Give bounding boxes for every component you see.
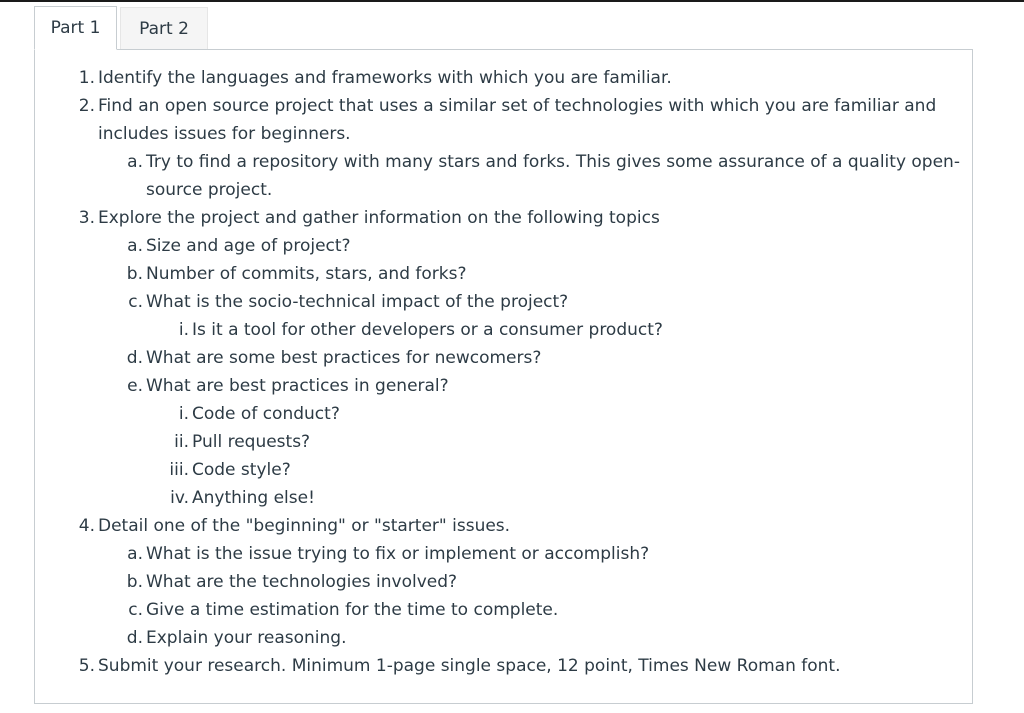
list-letter: d.	[126, 348, 143, 368]
list-text: includes issues for beginners.	[98, 124, 351, 144]
list-text: Code of conduct?	[192, 404, 340, 424]
list-letter: e.	[127, 376, 143, 396]
list-text: Submit your research. Minimum 1-page single space, 12 point, Times New Roman font.	[98, 656, 841, 676]
list-item	[35, 344, 935, 372]
list-text: Number of commits, stars, and forks?	[146, 264, 467, 284]
list-roman: i.	[178, 320, 189, 340]
list-text: Give a time estimation for the time to complete.	[146, 600, 559, 620]
list-item-continuation	[35, 176, 935, 204]
list-text: What are the technologies involved?	[146, 572, 458, 592]
list-number: 2.	[78, 96, 95, 116]
list-item	[35, 148, 960, 176]
list-text: What is the issue trying to fix or implement or accomplish?	[146, 544, 650, 564]
list-letter: a.	[127, 152, 143, 172]
list-text: What are best practices in general?	[146, 376, 449, 396]
list-text: Identify the languages and frameworks with which you are familiar.	[98, 68, 672, 88]
list-text: Code style?	[192, 460, 291, 480]
top-divider	[0, 0, 1024, 2]
list-item	[35, 92, 935, 120]
list-letter: c.	[128, 600, 143, 620]
list-item	[35, 540, 935, 568]
list-text: What are some best practices for newcomers?	[146, 348, 542, 368]
list-roman: i.	[178, 404, 189, 424]
list-item-continuation	[35, 120, 935, 148]
list-item	[35, 232, 935, 260]
list-letter: a.	[127, 236, 143, 256]
list-letter: d.	[126, 628, 143, 648]
list-number: 5.	[78, 656, 95, 676]
list-text: Find an open source project that uses a similar set of technologies with which you are familiar and	[98, 96, 937, 116]
list-number: 4.	[78, 516, 95, 536]
list-item	[35, 652, 935, 680]
list-letter: c.	[128, 292, 143, 312]
instructions-list	[35, 64, 960, 680]
tab-bar	[34, 6, 208, 50]
list-roman: iv.	[170, 488, 189, 508]
list-item	[35, 316, 935, 344]
list-text: Pull requests?	[192, 432, 311, 452]
list-text: Explore the project and gather information on the following topics	[98, 208, 660, 228]
list-roman: iii.	[169, 460, 189, 480]
list-text: Detail one of the "beginning" or "starter" issues.	[98, 516, 511, 536]
list-item	[35, 428, 935, 456]
list-text: Explain your reasoning.	[146, 628, 347, 648]
list-item	[35, 288, 935, 316]
list-roman: ii.	[174, 432, 189, 452]
list-item	[35, 512, 935, 540]
list-item	[35, 260, 935, 288]
list-item	[35, 64, 935, 92]
list-letter: a.	[127, 544, 143, 564]
tab-part-1[interactable]: Part 1	[34, 6, 117, 50]
list-item	[35, 456, 935, 484]
list-text: Try to find a repository with many stars and forks. This gives some assurance of a quality open-	[146, 152, 960, 172]
list-text: What is the socio-technical impact of the project?	[146, 292, 569, 312]
list-item	[35, 204, 935, 232]
list-text: Size and age of project?	[146, 236, 351, 256]
list-item	[35, 484, 935, 512]
tab-part-2[interactable]: Part 2	[120, 7, 208, 50]
list-number: 1.	[78, 68, 95, 88]
list-number: 3.	[78, 208, 95, 228]
list-item	[35, 596, 935, 624]
list-letter: b.	[126, 572, 143, 592]
list-text: source project.	[146, 180, 273, 200]
list-item	[35, 400, 935, 428]
list-letter: b.	[126, 264, 143, 284]
tab-panel-part-1	[34, 49, 973, 704]
list-text: Anything else!	[192, 488, 315, 508]
list-text: Is it a tool for other developers or a consumer product?	[192, 320, 663, 340]
list-item	[35, 624, 935, 652]
list-item	[35, 372, 935, 400]
list-item	[35, 568, 935, 596]
